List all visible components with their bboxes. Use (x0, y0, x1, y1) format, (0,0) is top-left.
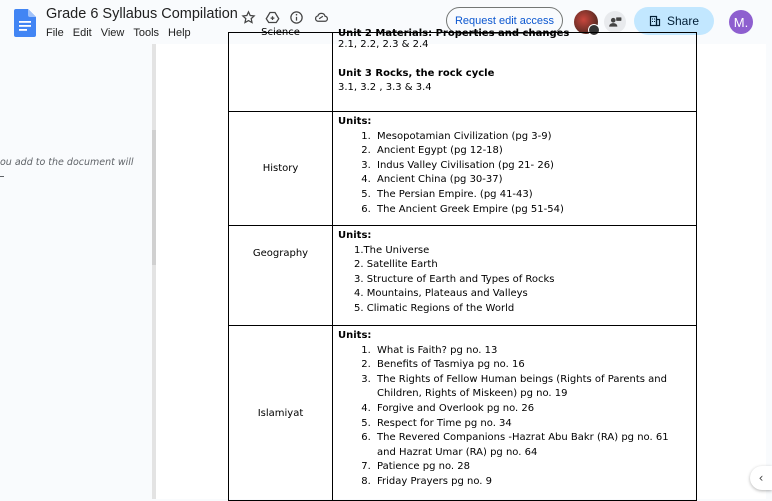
units-label: Units: (338, 330, 372, 341)
units-list (338, 130, 690, 218)
list-item: 1. What is Faith? pg no. 13 (374, 344, 690, 359)
unit-text: 3.1, 3.2 , 3.3 & 3.4 (338, 82, 432, 94)
outline-hint-text: ou add to the document will (0, 157, 134, 168)
share-label: Share (666, 14, 700, 28)
details-info-icon[interactable] (287, 8, 306, 27)
list-item: 3. Structure of Earth and Types of Rocks (354, 273, 555, 285)
content-cell (333, 112, 697, 226)
menu-tools[interactable]: Tools (133, 27, 160, 39)
list-item: 5. Climatic Regions of the World (354, 302, 515, 314)
subject-cell (229, 27, 333, 112)
list-item: 3. Indus Valley Civilisation (pg 21- 26) (374, 159, 690, 174)
unit-heading: Unit 2 Materials: Properties and changes (338, 28, 570, 39)
table-row (229, 326, 697, 501)
list-item: 2. Ancient Egypt (pg 12-18) (374, 144, 690, 159)
units-list (338, 244, 690, 317)
collapse-side-panel-chevron-icon[interactable]: ‹ (750, 466, 772, 490)
units-label: Units: (338, 230, 372, 241)
table-row (229, 112, 697, 226)
list-item: 8. Friday Prayers pg no. 9 (374, 475, 690, 490)
menu-edit[interactable]: Edit (72, 27, 92, 39)
menu-file[interactable]: File (46, 27, 64, 39)
list-item: 2. Benefits of Tasmiya pg no. 16 (374, 358, 690, 373)
subject-label: Geography (252, 248, 309, 259)
menu-view[interactable]: View (100, 27, 125, 39)
table-row (229, 33, 697, 112)
cloud-status-icon[interactable] (311, 8, 330, 27)
list-item: 2. Satellite Earth (354, 259, 438, 271)
menu-help[interactable]: Help (168, 27, 191, 39)
list-item: 6. The Ancient Greek Empire (pg 51-54) (374, 203, 690, 218)
subject-cell (229, 326, 333, 501)
table-row (229, 226, 697, 326)
list-item: 7. Patience pg no. 28 (374, 460, 690, 475)
content-cell (333, 326, 697, 501)
subject-cell (229, 226, 333, 326)
list-item: 5. The Persian Empire. (pg 41-43) (374, 188, 690, 203)
list-item: 3. The Rights of Fellow Human beings (Rights of Parents and Children, Rights of Miskeen) pg no. 19 (374, 373, 690, 402)
move-to-drive-icon[interactable] (263, 8, 282, 27)
list-item: 4. Forgive and Overlook pg no. 26 (374, 402, 690, 417)
list-item: 4. Ancient China (pg 30-37) (374, 173, 690, 188)
request-edit-access-button[interactable]: Request edit access (446, 7, 563, 34)
syllabus-table (228, 27, 697, 501)
list-item: 5. Respect for Time pg no. 34 (374, 417, 690, 432)
unit-heading: Unit 3 Rocks, the rock cycle (338, 67, 495, 79)
account-avatar[interactable]: M. (729, 10, 753, 34)
document-outline-panel (0, 44, 152, 499)
units-label: Units: (338, 116, 372, 127)
content-cell (333, 28, 697, 112)
unit-text: 2.1, 2.2, 2.3 & 2.4 (338, 39, 429, 50)
content-cell (333, 226, 697, 326)
star-icon[interactable] (239, 8, 258, 27)
subject-cell (229, 112, 333, 226)
list-item: 6. The Revered Companions -Hazrat Abu Bakr (RA) pg no. 61 and Hazrat Umar (RA) pg no. 64 (374, 431, 690, 460)
docs-logo-icon[interactable] (14, 9, 36, 37)
menu-bar (46, 27, 200, 39)
outline-divider (0, 176, 4, 177)
list-item: 1.The Universe (354, 244, 430, 256)
share-lock-icon (649, 15, 661, 27)
subject-label: History (262, 163, 299, 174)
subject-label: Science (261, 27, 300, 38)
units-list (338, 344, 690, 490)
subject-label: Islamiyat (257, 407, 304, 419)
document-title[interactable]: Grade 6 Syllabus Compilation (46, 6, 238, 22)
list-item: 1. Mesopotamian Civilization (pg 3-9) (374, 130, 690, 145)
list-item: 4. Mountains, Plateaus and Valleys (354, 288, 528, 300)
